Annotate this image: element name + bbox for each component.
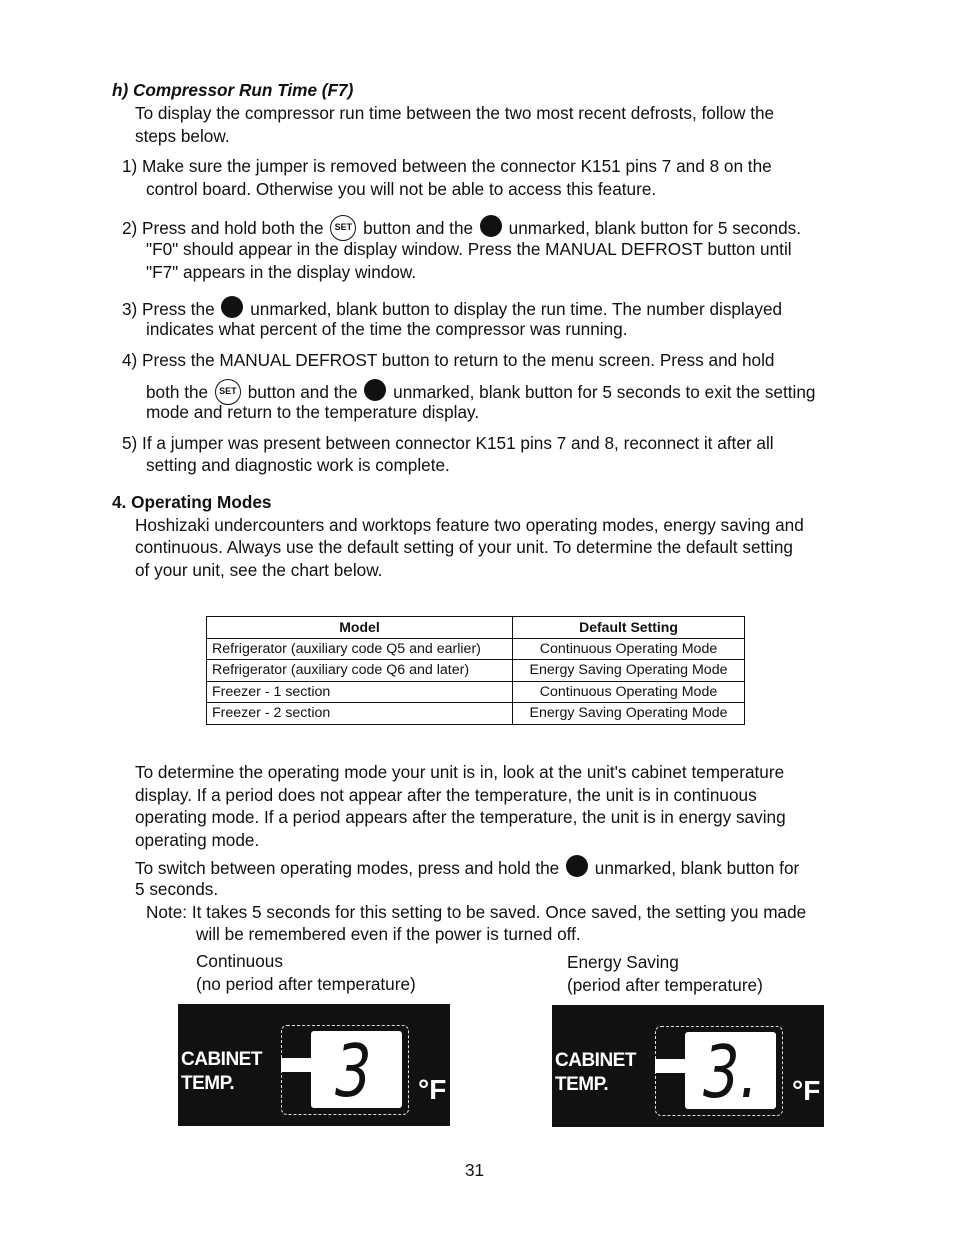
energy-saving-caption-1: Energy Saving [567,952,679,972]
set-button-icon: SET [330,215,356,241]
set-button-icon: SET [215,379,241,405]
step2-text-a: 2) Press and hold both the [122,218,324,238]
step5-line-1: 5) If a jumper was present between connector K151 pins 7 and 8, reconnect it after all [122,433,774,453]
cabinet-label: CABINET [181,1049,262,1070]
blank-button-icon [480,215,502,237]
switch-line-2: 5 seconds. [135,879,219,899]
table-cell-setting: Energy Saving Operating Mode [513,660,745,682]
section-h-intro-line-2: steps below. [135,126,230,146]
step1-line-1: 1) Make sure the jumper is removed between the connector K151 pins 7 and 8 on the [122,156,772,176]
display-window [311,1029,402,1113]
section-4-intro-line-2: continuous. Always use the default setting of your unit. To determine the default setting [135,537,793,557]
continuous-caption-1: Continuous [196,951,283,971]
section-4-intro-line-3: of your unit, see the chart below. [135,560,383,580]
step2-line-2: "F0" should appear in the display window. Press the MANUAL DEFROST button until [146,239,792,259]
determine-line-4: operating mode. [135,830,260,850]
table-cell-setting: Energy Saving Operating Mode [513,703,745,725]
step2-text-c: unmarked, blank button for 5 seconds. [508,218,802,238]
section-h-intro-line-1: To display the compressor run time between the two most recent defrosts, follow the [135,103,775,123]
switch-line-1 [135,855,799,879]
section-4-intro-line-1: Hoshizaki undercounters and worktops feature two operating modes, energy saving and [135,515,804,535]
table-header-default-setting: Default Setting [513,617,745,639]
determine-line-3: operating mode. If a period appears after the temperature, the unit is in energy saving [135,807,786,827]
step3-line-1 [122,296,782,320]
step1-line-2: control board. Otherwise you will not be able to access this feature. [146,179,657,199]
switch-text-a: To switch between operating modes, press and hold the [135,858,560,878]
table-header-row [207,617,745,639]
step2-text-b: button and the [363,218,474,238]
step5-line-2: setting and diagnostic work is complete. [146,455,450,475]
indicator-bar [281,1058,311,1072]
section-4-heading: 4. Operating Modes [112,492,272,512]
fahrenheit-unit: °F [792,1075,821,1106]
note-line-2: will be remembered even if the power is turned off. [196,924,581,944]
indicator-bar [655,1059,685,1073]
table-row [207,703,745,725]
default-setting-table [206,616,745,725]
table-row [207,681,745,703]
display-window [685,1030,776,1114]
table-row [207,660,745,682]
table-cell-model: Freezer - 1 section [207,681,513,703]
step3-text-a: 3) Press the [122,299,215,319]
temp-label: TEMP. [181,1073,235,1094]
cabinet-label: CABINET [555,1050,636,1071]
table-header-model: Model [207,617,513,639]
cabinet-temp-label [555,1049,636,1097]
temp-label: TEMP. [555,1074,609,1095]
table-cell-model: Refrigerator (auxiliary code Q5 and earlier) [207,638,513,660]
cabinet-temp-label [181,1048,262,1096]
step4-text-b: button and the [247,382,358,402]
continuous-display-panel [178,1004,450,1126]
step4-text-a: both the [146,382,209,402]
step4-text-c: unmarked, blank button for 5 seconds to exit the setting [393,382,816,402]
step3-line-2: indicates what percent of the time the compressor was running. [146,319,628,339]
step3-text-b: unmarked, blank button to display the run time. The number displayed [250,299,783,319]
determine-line-1: To determine the operating mode your unit is in, look at the unit's cabinet temperature [135,762,785,782]
table-cell-model: Freezer - 2 section [207,703,513,725]
switch-text-b: unmarked, blank button for [594,858,800,878]
table-cell-setting: Continuous Operating Mode [513,681,745,703]
section-h-heading: h) Compressor Run Time (F7) [112,80,354,100]
step2-line-3: "F7" appears in the display window. [146,262,417,282]
step4-line-1: 4) Press the MANUAL DEFROST button to return to the menu screen. Press and hold [122,350,775,370]
determine-line-2: display. If a period does not appear after the temperature, the unit is in continuous [135,785,757,805]
energy-saving-display-panel [552,1005,824,1127]
table-row [207,638,745,660]
energy-saving-caption-2: (period after temperature) [567,975,763,995]
page-number: 31 [465,1160,485,1180]
blank-button-icon [566,855,588,877]
blank-button-icon [221,296,243,318]
table-cell-setting: Continuous Operating Mode [513,638,745,660]
note-line-1: Note: It takes 5 seconds for this setting to be saved. Once saved, the setting you made [146,902,807,922]
step4-line-3: mode and return to the temperature display. [146,402,480,422]
temperature-digit: 3. [703,1030,758,1114]
continuous-caption-2: (no period after temperature) [196,974,416,994]
table-cell-model: Refrigerator (auxiliary code Q6 and later) [207,660,513,682]
blank-button-icon [364,379,386,401]
temperature-digit: 3 [335,1029,372,1113]
fahrenheit-unit: °F [418,1074,447,1105]
